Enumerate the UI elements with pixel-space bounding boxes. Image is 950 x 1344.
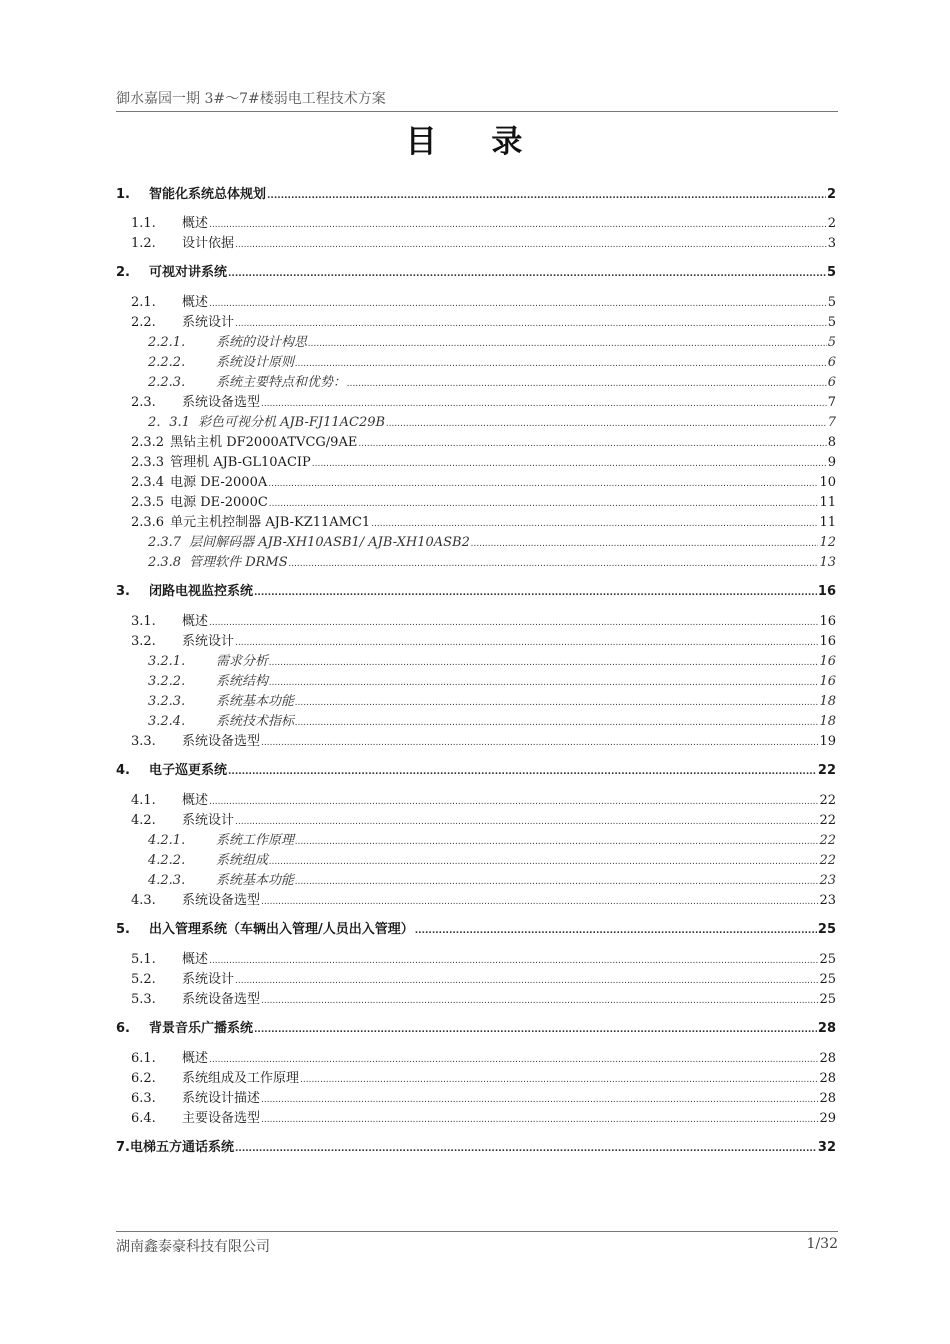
toc-dot-leader — [295, 694, 818, 712]
toc-entry-title: 系统设备选型 — [182, 992, 261, 1007]
toc-dot-leader — [261, 395, 827, 413]
toc-dot-leader — [300, 1071, 818, 1089]
toc-entry-page: 23 — [819, 873, 836, 888]
toc-entry-title: 层间解码器 AJB-XH10ASB1/ AJB-XH10ASB2 — [189, 535, 470, 550]
toc-dot-leader — [209, 1051, 818, 1069]
toc-dot-leader — [347, 375, 827, 393]
toc-entry[interactable] — [131, 733, 836, 752]
toc-entry[interactable] — [131, 812, 836, 831]
toc-entry-number: 2.3.7 — [148, 535, 182, 550]
toc-entry-title: 系统技术指标 — [216, 714, 295, 729]
toc-entry-page: 16 — [819, 634, 836, 649]
toc-entry-page: 5 — [827, 315, 836, 330]
toc-entry-page: 32 — [817, 1140, 836, 1155]
toc-dot-leader — [312, 455, 827, 473]
toc-entry-page: 16 — [819, 654, 836, 669]
toc-entry-number: 3. — [116, 584, 130, 599]
toc-dot-leader — [235, 813, 818, 831]
toc-entry-title: 系统设计 — [182, 972, 235, 987]
toc-entry-number: 1.2. — [131, 236, 156, 251]
toc-entry-number: 5.1. — [131, 952, 156, 967]
toc-entry-page: 13 — [819, 555, 836, 570]
toc-entry[interactable] — [131, 1070, 836, 1089]
toc-entry-page: 28 — [817, 1021, 836, 1036]
toc-entry-title: 设计依据 — [182, 236, 235, 251]
toc-entry-title: 系统结构 — [216, 674, 269, 689]
toc-entry-title: 管理机 AJB-GL10ACIP — [170, 455, 311, 470]
page-header: 御水嘉园一期 3#～7#楼弱电工程技术方案 — [116, 91, 386, 107]
toc-entry[interactable] — [116, 1139, 836, 1158]
toc-entry-page: 22 — [817, 763, 836, 778]
toc-entry-title: 系统主要特点和优势： — [216, 375, 347, 390]
toc-entry[interactable] — [116, 583, 836, 602]
toc-dot-leader — [254, 1021, 817, 1039]
toc-entry-page: 25 — [817, 922, 836, 937]
toc-entry[interactable] — [131, 514, 836, 533]
toc-entry-number: 2.3.8 — [148, 555, 182, 570]
toc-dot-leader — [261, 734, 818, 752]
toc-entry-number: 5.3. — [131, 992, 156, 1007]
toc-entry-title: 黑钻主机 DF2000ATVCG/9AE — [170, 435, 358, 450]
toc-entry-title: 系统设备选型 — [182, 893, 261, 908]
toc-dot-leader — [235, 972, 818, 990]
toc-entry-page: 28 — [819, 1071, 836, 1086]
toc-entry[interactable] — [131, 991, 836, 1010]
toc-entry-title: 系统设计 — [182, 634, 235, 649]
toc-entry[interactable] — [148, 693, 836, 712]
toc-entry-number: 3.2.1. — [148, 654, 186, 669]
toc-entry[interactable] — [131, 454, 836, 473]
toc-entry-number: 4.2.3. — [148, 873, 186, 888]
toc-entry[interactable] — [116, 186, 836, 205]
toc-entry-title: 系统组成及工作原理 — [182, 1071, 300, 1086]
toc-entry[interactable] — [116, 1020, 836, 1039]
toc-entry-number: 2.3.6 — [131, 515, 165, 530]
toc-entry-title: 电源 DE-2000A — [170, 475, 268, 490]
toc-entry-number: 4. — [116, 763, 130, 778]
toc-dot-leader — [268, 475, 818, 493]
toc-entry-title: 概述 — [182, 952, 209, 967]
toc-entry-page: 11 — [819, 495, 836, 510]
toc-entry[interactable] — [131, 971, 836, 990]
toc-entry[interactable] — [148, 554, 836, 573]
toc-entry-title: 管理软件 DRMS — [189, 555, 288, 570]
toc-entry-title: 可视对讲系统 — [149, 265, 228, 280]
toc-entry[interactable] — [116, 264, 836, 283]
toc-entry-title: 系统工作原理 — [216, 833, 295, 848]
toc-entry-title: 概述 — [182, 295, 209, 310]
toc-entry-number: 2.1. — [131, 295, 156, 310]
toc-dot-leader — [261, 893, 818, 911]
toc-entry-number: 3.1. — [131, 614, 156, 629]
toc-entry-number: 4.3. — [131, 893, 156, 908]
toc-entry[interactable] — [148, 354, 836, 373]
toc-entry-page: 28 — [819, 1091, 836, 1106]
toc-entry-page: 5 — [827, 335, 836, 350]
toc-entry-title: 系统基本功能 — [216, 873, 295, 888]
toc-entry-title: 电梯五方通话系统 — [129, 1140, 234, 1155]
toc-entry-number: 6.1. — [131, 1051, 156, 1066]
toc-entry-title: 概述 — [182, 793, 209, 808]
toc-entry-title: 智能化系统总体规划 — [149, 187, 267, 202]
toc-entry-number: 2.3. — [131, 395, 156, 410]
toc-dot-leader — [386, 415, 827, 433]
toc-dot-leader — [295, 714, 818, 732]
toc-dot-leader — [289, 555, 819, 573]
toc-entry-page: 2 — [826, 187, 836, 202]
toc-entry[interactable] — [116, 762, 836, 781]
toc-entry[interactable] — [131, 314, 836, 333]
toc-dot-leader — [254, 584, 817, 602]
toc-dot-leader — [235, 634, 818, 652]
toc-entry-number: 2. — [116, 265, 130, 280]
toc-entry[interactable] — [131, 951, 836, 970]
toc-entry-title: 电源 DE-2000C — [170, 495, 268, 510]
toc-entry[interactable] — [116, 921, 836, 940]
toc-entry-page: 25 — [819, 972, 836, 987]
toc-entry[interactable] — [131, 294, 836, 313]
toc-entry[interactable] — [148, 374, 836, 393]
toc-entry[interactable] — [131, 792, 836, 811]
toc-entry-title: 系统设计 — [182, 315, 235, 330]
toc-entry[interactable] — [131, 215, 836, 234]
toc-dot-leader — [308, 335, 827, 353]
toc-entry[interactable] — [131, 434, 836, 453]
toc-entry-number: 2.3.5 — [131, 495, 165, 510]
footer-page-number: 1/32 — [806, 1236, 838, 1252]
toc-entry-number: 3.2. — [131, 634, 156, 649]
toc-entry-number: 3.2.3. — [148, 694, 186, 709]
toc-entry-title: 闭路电视监控系统 — [149, 584, 254, 599]
toc-entry-page: 22 — [819, 813, 836, 828]
toc-entry-title: 彩色可视分机 AJB-FJ11AC29B — [197, 415, 386, 430]
toc-entry-number: 6.4. — [131, 1111, 156, 1126]
toc-entry-title: 主要设备选型 — [182, 1111, 261, 1126]
toc-entry-number: 4.2.2. — [148, 853, 186, 868]
toc-entry[interactable] — [131, 613, 836, 632]
toc-entry-number: 4.2.1. — [148, 833, 186, 848]
toc-entry[interactable] — [131, 892, 836, 911]
toc-dot-leader — [415, 922, 817, 940]
toc-entry-page: 10 — [819, 475, 836, 490]
toc-entry-page: 11 — [819, 515, 836, 530]
toc-entry-page: 12 — [819, 535, 836, 550]
toc-entry-number: 2.2.3. — [148, 375, 186, 390]
toc-entry-page: 25 — [819, 992, 836, 1007]
toc-entry[interactable] — [148, 832, 836, 851]
toc-entry-title: 系统设计描述 — [182, 1091, 261, 1106]
toc-entry[interactable] — [148, 713, 836, 732]
toc-entry-title: 系统设计原则 — [216, 355, 295, 370]
toc-entry-number: 2.3.4 — [131, 475, 165, 490]
toc-dot-leader — [269, 853, 818, 871]
toc-entry-title: 系统设计 — [182, 813, 235, 828]
toc-entry-number: 5. — [116, 922, 130, 937]
toc-entry-title: 概述 — [182, 614, 209, 629]
toc-entry-page: 22 — [819, 833, 836, 848]
toc-entry[interactable] — [148, 414, 836, 433]
toc-entry-page: 22 — [819, 793, 836, 808]
toc-entry[interactable] — [148, 673, 836, 692]
toc-entry-page: 7 — [827, 395, 836, 410]
toc-entry[interactable] — [148, 653, 836, 672]
toc-entry[interactable] — [131, 394, 836, 413]
toc-entry-title: 出入管理系统（车辆出入管理/人员出入管理） — [149, 922, 414, 937]
toc-entry-title: 系统设备选型 — [182, 395, 261, 410]
toc-dot-leader — [358, 435, 826, 453]
toc-entry-title: 概述 — [182, 1051, 209, 1066]
toc-dot-leader — [209, 216, 827, 234]
toc-entry-page: 23 — [819, 893, 836, 908]
toc-entry[interactable] — [148, 852, 836, 871]
toc-dot-leader — [295, 833, 818, 851]
toc-entry-number: 3.2.4. — [148, 714, 186, 729]
toc-entry-number: 3.3. — [131, 734, 156, 749]
toc-entry-title: 系统基本功能 — [216, 694, 295, 709]
toc-entry-title: 系统组成 — [216, 853, 269, 868]
toc-entry-page: 16 — [819, 674, 836, 689]
toc-entry-page: 29 — [819, 1111, 836, 1126]
toc-entry-number: 2.2.2. — [148, 355, 186, 370]
toc-entry[interactable] — [131, 474, 836, 493]
toc-dot-leader — [269, 654, 818, 672]
toc-entry-page: 16 — [817, 584, 836, 599]
toc-dot-leader — [228, 763, 817, 781]
toc-entry[interactable] — [131, 1050, 836, 1069]
toc-entry-number: 2.3.3 — [131, 455, 165, 470]
footer-company: 湖南鑫泰豪科技有限公司 — [116, 1239, 270, 1255]
toc-entry[interactable] — [131, 1110, 836, 1129]
toc-entry-page: 6 — [827, 375, 836, 390]
toc-dot-leader — [209, 793, 818, 811]
toc-dot-leader — [261, 992, 818, 1010]
toc-dot-leader — [235, 315, 827, 333]
toc-entry-page: 5 — [827, 295, 836, 310]
toc-entry-title: 系统的设计构思 — [216, 335, 308, 350]
toc-dot-leader — [267, 187, 826, 205]
toc-entry-number: 1.1. — [131, 216, 156, 231]
toc-dot-leader — [371, 515, 818, 533]
toc-entry-page: 19 — [819, 734, 836, 749]
toc-entry-page: 18 — [819, 714, 836, 729]
toc-entry-number: 2.2.1. — [148, 335, 186, 350]
toc-entry[interactable] — [131, 235, 836, 254]
toc-dot-leader — [261, 1111, 818, 1129]
toc-entry-number: 4.2. — [131, 813, 156, 828]
toc-entry-page: 6 — [827, 355, 836, 370]
toc-entry-page: 28 — [819, 1051, 836, 1066]
toc-dot-leader — [228, 265, 826, 283]
toc-entry[interactable] — [131, 633, 836, 652]
toc-entry-page: 2 — [827, 216, 836, 231]
toc-entry-page: 3 — [827, 236, 836, 251]
toc-dot-leader — [209, 295, 827, 313]
toc-entry-number: 6.2. — [131, 1071, 156, 1086]
toc-dot-leader — [295, 873, 818, 891]
toc-entry-number: 6.3. — [131, 1091, 156, 1106]
toc-dot-leader — [295, 355, 827, 373]
toc-entry-title: 单元主机控制器 AJB-KZ11AMC1 — [170, 515, 371, 530]
toc-entry[interactable] — [131, 1090, 836, 1109]
toc-dot-leader — [209, 952, 818, 970]
toc-dot-leader — [269, 674, 818, 692]
toc-entry-page: 18 — [819, 694, 836, 709]
toc-entry-number: 6. — [116, 1021, 130, 1036]
toc-entry-number: 2．3.1 — [148, 415, 190, 430]
toc-entry[interactable] — [148, 872, 836, 891]
footer-divider — [116, 1231, 838, 1232]
toc-entry-page: 7 — [827, 415, 836, 430]
toc-entry[interactable] — [148, 534, 836, 553]
toc-entry-title: 电子巡更系统 — [149, 763, 228, 778]
toc-entry-number: 2.2. — [131, 315, 156, 330]
toc-entry-title: 系统设备选型 — [182, 734, 261, 749]
page-title: 目 录 — [405, 124, 545, 160]
toc-entry-number: 4.1. — [131, 793, 156, 808]
toc-dot-leader — [269, 495, 819, 513]
toc-entry-title: 概述 — [182, 216, 209, 231]
toc-entry-page: 16 — [819, 614, 836, 629]
toc-dot-leader — [235, 1140, 817, 1158]
toc-entry-page: 5 — [826, 265, 836, 280]
toc-entry-number: 7. — [116, 1140, 130, 1155]
toc-dot-leader — [261, 1091, 818, 1109]
toc-entry[interactable] — [148, 334, 836, 353]
toc-dot-leader — [209, 614, 818, 632]
toc-entry-number: 5.2. — [131, 972, 156, 987]
toc-dot-leader — [235, 236, 827, 254]
toc-dot-leader — [471, 535, 819, 553]
toc-entry-number: 3.2.2. — [148, 674, 186, 689]
toc-entry[interactable] — [131, 494, 836, 513]
toc-entry-page: 9 — [827, 455, 836, 470]
toc-entry-title: 背景音乐广播系统 — [149, 1021, 254, 1036]
toc-entry-page: 25 — [819, 952, 836, 967]
toc-entry-number: 2.3.2 — [131, 435, 165, 450]
toc-entry-title: 需求分析 — [216, 654, 269, 669]
toc-entry-page: 8 — [827, 435, 836, 450]
toc-entry-number: 1. — [116, 187, 130, 202]
toc-entry-page: 22 — [819, 853, 836, 868]
